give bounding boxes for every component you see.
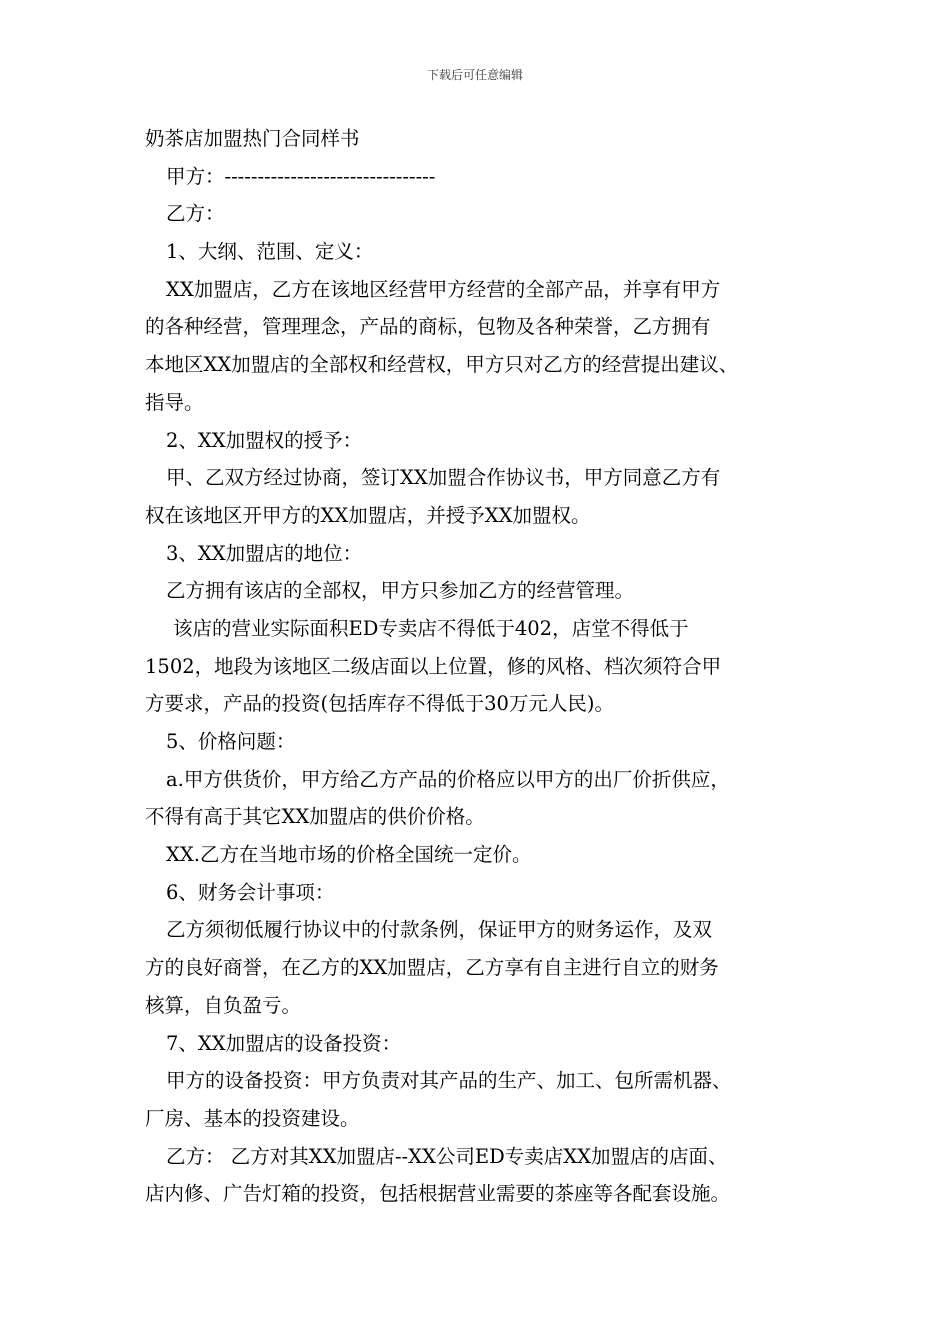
paragraph-line: 的各种经营，管理理念，产品的商标，包物及各种荣誉，乙方拥有 [145,315,711,339]
section-heading: 7、XX加盟店的设备投资： [166,1031,402,1055]
section-heading: 5、价格问题： [166,730,296,753]
document-title: 奶茶店加盟热门合同样书 [145,127,360,150]
section-heading: 3、XX加盟店的地位： [166,541,363,565]
document-body [145,120,825,1213]
paragraph-line: 指导。 [145,390,204,414]
paragraph-line: 1502，地段为该地区二级店面以上位置，修的风格、档次须符合甲 [145,654,722,678]
paragraph-line: a.甲方供货价，甲方给乙方产品的价格应以甲方的出厂价折供应， [166,767,730,791]
paragraph-line: 乙方拥有该店的全部权，甲方只参加乙方的经营管理。 [166,579,635,603]
party-b-line: 乙方： [166,202,225,226]
paragraph-line: 方的良好商誉，在乙方的XX加盟店，乙方享有自主进行自立的财务 [145,956,719,980]
page-header-note: 下载后可任意编辑 [426,68,523,82]
party-a-line: 甲方：-------------------------------- [166,164,436,188]
paragraph-line: 方要求，产品的投资(包括库存不得低于30万元人民)。 [145,692,615,716]
paragraph-line: XX.乙方在当地市场的价格全国统一定价。 [166,843,532,867]
section-heading: 1、大纲、范围、定义： [166,240,374,264]
paragraph-line: 不得有高于其它XX加盟店的供价价格。 [145,805,485,829]
paragraph-line: 甲、乙双方经过协商，签订XX加盟合作协议书，甲方同意乙方有 [166,466,721,490]
paragraph-line: 甲方的设备投资：甲方负责对其产品的生产、加工、包所需机器、 [166,1069,732,1093]
paragraph-line: 核算，自负盈亏。 [145,993,302,1017]
section-heading: 6、财务会计事项： [166,880,335,904]
paragraph-line: 厂房、基本的投资建设。 [145,1106,360,1130]
paragraph-line: 该店的营业实际面积ED专卖店不得低于402，店堂不得低于 [173,616,689,640]
paragraph-line: 权在该地区开甲方的XX加盟店，并授予XX加盟权。 [145,503,591,527]
paragraph-line: 乙方： 乙方对其XX加盟店--XX公司ED专卖店XX加盟店的店面、 [166,1144,728,1168]
paragraph-line: 本地区XX加盟店的全部权和经营权，甲方只对乙方的经营提出建议、 [145,353,739,377]
paragraph-line: XX加盟店，乙方在该地区经营甲方经营的全部产品，并享有甲方 [166,277,721,301]
paragraph-line: 乙方须彻低履行协议中的付款条例，保证甲方的财务运作，及双 [166,918,713,942]
paragraph-line: 店内修、广告灯箱的投资，包括根据营业需要的茶座等各配套设施。 [145,1182,731,1206]
section-heading: 2、XX加盟权的授予： [166,428,363,452]
